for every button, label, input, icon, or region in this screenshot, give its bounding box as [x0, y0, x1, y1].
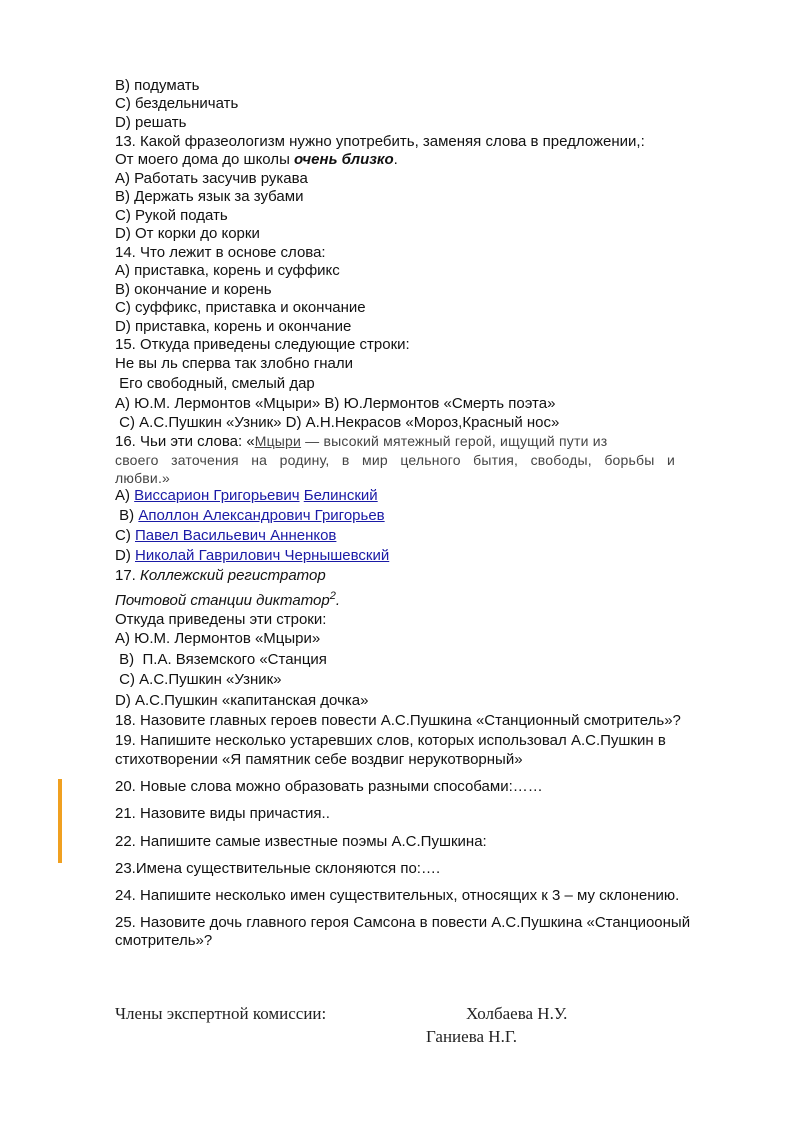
q16-intro: 16. Чьи эти слова: « [115, 433, 255, 450]
q17-option-d: D) А.С.Пушкин «капитанская дочка» [115, 692, 369, 709]
sentence-end: . [393, 151, 398, 168]
option-c-line: C) бездельничать [115, 95, 239, 112]
q16-option-b [115, 507, 385, 525]
question-14: 14. Что лежит в основе слова: [115, 244, 326, 261]
footnote-mark: 2 [329, 590, 336, 602]
q17-poem-line-2 [115, 592, 340, 610]
option-letter: D) [115, 547, 135, 564]
member-1: Холбаева Н.У. [466, 1004, 568, 1023]
question-15: 15. Откуда приведены следующие строки: [115, 336, 410, 353]
belinsky-surname-link[interactable]: Белинский [303, 487, 378, 504]
question-25-line-1: 25. Назовите дочь главного героя Самсона в повести А.С.Пушкина «Станциооный [115, 914, 691, 931]
question-13: 13. Какой фразеологизм нужно употребить, заменяя слова в предложении,: [115, 133, 645, 150]
option-letter: B) [115, 507, 139, 524]
q16-quote-3: любви.» [115, 470, 171, 486]
q14-option-b: B) окончание и корень [115, 281, 272, 298]
option-letter: C) [115, 527, 135, 544]
q16-option-a [115, 487, 378, 505]
q16-option-c [115, 527, 336, 545]
q13-option-c: C) Рукой подать [115, 207, 228, 224]
question-17-line-1 [115, 567, 326, 585]
q17-option-a: A) Ю.М. Лермонтов «Мцыри» [115, 630, 321, 647]
question-19-line-1: 19. Напишите несколько устаревших слов, которых использовал А.С.Пушкин в [115, 732, 666, 749]
q13-option-d: D) От корки до корки [115, 225, 260, 242]
q15-options-cd: C) А.С.Пушкин «Узник» D) А.Н.Некрасов «Мороз,Красный нос» [115, 414, 560, 431]
option-letter: A) [115, 487, 135, 504]
q16-quote-2: своего заточения на родину, в мир цельного бытия, свободы, борьбы и [115, 452, 675, 468]
question-20: 20. Новые слова можно образовать разными способами:…… [115, 778, 543, 795]
commission-label: Члены экспертной комиссии: [115, 1004, 327, 1023]
q15-options-ab: A) Ю.М. Лермонтов «Мцыри» B) Ю.Лермонтов «Смерть поэта» [115, 395, 556, 412]
q17-poem-line-1: Коллежский регистратор [140, 567, 326, 584]
q16-quote-1: — высокий мятежный герой, ищущий пути из [301, 433, 608, 449]
sentence-text: От моего дома до школы [115, 151, 295, 168]
poem-end: . [335, 592, 341, 609]
question-24: 24. Напишите несколько имен существительных, относящих к 3 – му склонению. [115, 887, 680, 904]
q14-option-c: C) суффикс, приставка и окончание [115, 299, 366, 316]
question-21: 21. Назовите виды причастия.. [115, 805, 330, 822]
margin-change-bar [58, 779, 62, 863]
q13-option-b: B) Держать язык за зубами [115, 188, 304, 205]
q14-option-a: A) приставка, корень и суффикс [115, 262, 340, 279]
question-25-line-2: смотритель»? [115, 932, 213, 949]
q14-option-d: D) приставка, корень и окончание [115, 318, 352, 335]
question-19-line-2: стихотворении «Я памятник себе воздвиг нерукотворный» [115, 751, 523, 768]
option-b-line: B) подумать [115, 77, 200, 94]
emphasized-phrase: очень близко [294, 151, 394, 168]
question-18: 18. Назовите главных героев повести А.С.Пушкина «Станционный смотритель»? [115, 712, 681, 729]
q17-question: Откуда приведены эти строки: [115, 611, 327, 628]
q13-option-a: A) Работать засучив рукава [115, 170, 308, 187]
belinsky-name-link[interactable]: Виссарион Григорьевич [134, 487, 300, 504]
q15-poem-line-2: Его свободный, смелый дар [115, 375, 315, 392]
annenkov-link[interactable]: Павел Васильевич Анненков [135, 527, 337, 544]
q16-option-d [115, 547, 389, 565]
q17-option-c: C) А.С.Пушкин «Узник» [115, 671, 282, 688]
grigoryev-link[interactable]: Аполлон Александрович Григорьев [138, 507, 385, 524]
q17-number: 17. [115, 567, 141, 584]
question-22: 22. Напишите самые известные поэмы А.С.Пушкина: [115, 833, 487, 850]
question-16-line-1 [115, 432, 607, 451]
poem-text: Почтовой станции диктатор [115, 592, 330, 609]
chernyshevsky-link[interactable]: Николай Гаврилович Чернышевский [135, 547, 390, 564]
q17-option-b: B) П.А. Вяземского «Станция [115, 651, 327, 668]
option-d-line: D) решать [115, 114, 187, 131]
question-13-sentence [115, 151, 398, 169]
question-23: 23.Имена существительные склоняются по:…. [115, 860, 441, 877]
mtsyri-link[interactable]: Мцыри [254, 433, 302, 449]
q15-poem-line-1: Не вы ль сперва так злобно гнали [115, 355, 353, 372]
member-2: Ганиева Н.Г. [426, 1027, 517, 1046]
